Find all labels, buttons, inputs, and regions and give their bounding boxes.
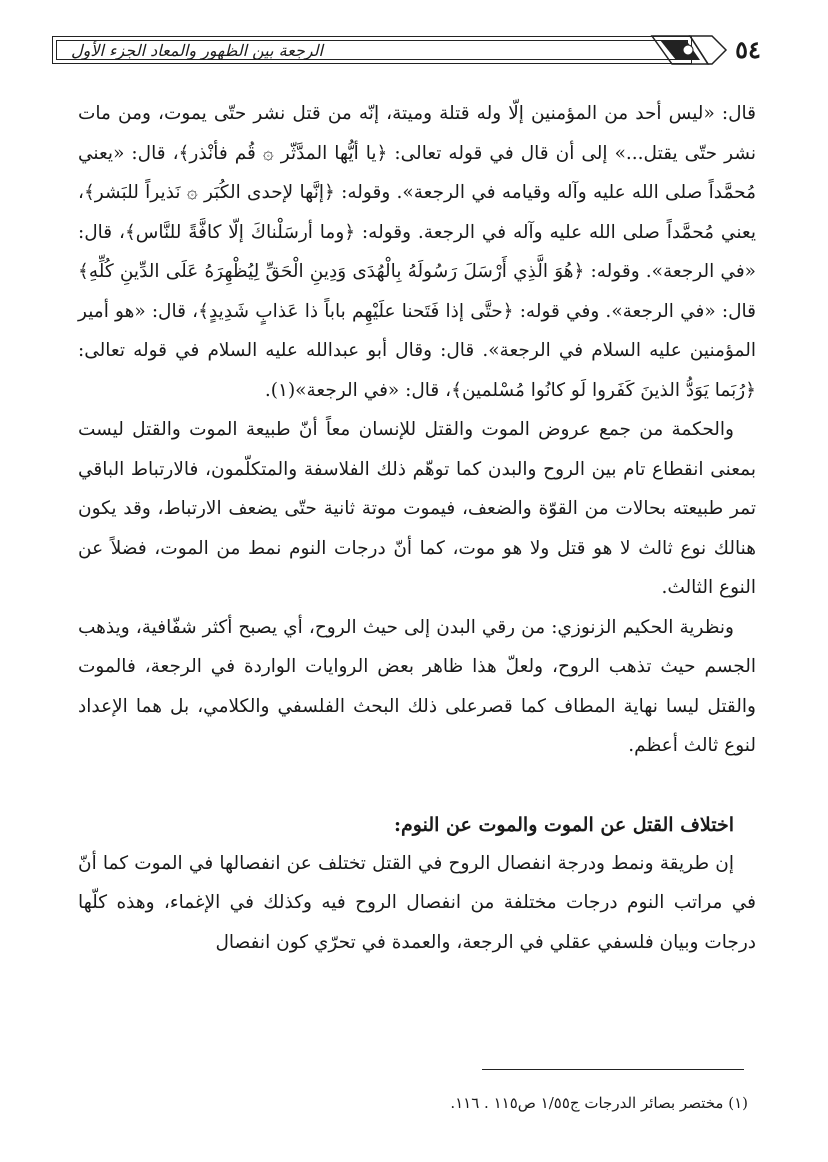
running-title-frame [52,36,692,64]
page-number: ٥٤ [735,35,761,64]
paragraph: قال: «ليس أحد من المؤمنين إلّا وله قتلة وميتة، إنّه من قتل نشر حتّى يموت، ومن مات نشر حتّى يقتل...» إلى أن قال في قوله تعالى: ﴿يا أيُّها المدَّثّر ۞ قُم فأنْذر﴾، قال: «يعني مُحمَّداً صلى الله عليه وآله وقيامه في الرجعة». وقوله: ﴿إنَّها لإحدى الكُبَر ۞ نَذيراً للبَشر﴾، يعني مُحمَّداً صلى الله عليه وآله في الرجعة. وقوله: ﴿وما أرسَلْناكَ إلّا كافَّةً للنَّاس﴾، قال: «في الرجعة». وقوله: ﴿هُوَ الَّذِي أَرْسَلَ رَسُولَهُ بِالْهُدَى وَدِينِ الْحَقِّ لِيُظْهِرَهُ عَلَى الدِّينِ كُلِّهِ﴾ قال: «في الرجعة». وفي قوله: ﴿حتَّى إذا فَتَحنا علَيْهِم باباً ذا عَذابٍ شَدِيدٍ﴾، قال: «هو أمير المؤمنين عليه السلام في الرجعة». قال: وقال أبو عبدالله عليه السلام في قوله تعالى: ﴿رُبَما يَوَدُّ الذينَ كَفَروا لَو كانُوا مُسْلمين﴾، قال: «في الرجعة»(١). [78,103,756,401]
paragraph: ونظرية الحكيم الزنوزي: من رقي البدن إلى حيث الروح، أي يصبح أكثر شفّافية، ويذهب الجسم حيث تذهب الروح، ولعلّ هذا ظاهر بعض الروايات الواردة في الرجعة، فالموت والقتل ليسا نهاية المطاف كما قصرعلى ذلك البحث الفلسفي والكلامي، بل هما الإعداد لنوع ثالث أعظم. [78,616,756,756]
paragraph: والحكمة من جمع عروض الموت والقتل للإنسان معاً أنّ طبيعة الموت والقتل ليست بمعنى انقطاع تام بين الروح والبدن كما توهّم ذلك الفلاسفة والمتكلّمون، فالارتباط الباقي تمر طبيعته بحالات من القوّة والضعف، فيموت موتة ثانية حتّى يضعف الارتباط، وقد يكون هنالك نوع ثالث لا هو قتل ولا هو موت، كما أنّ درجات النوم نمط من الموت، فضلاً عن النوع الثالث. [78,419,756,598]
paragraph: إن طريقة ونمط ودرجة انفصال الروح في القتل تختلف عن انفصالها في الموت كما أنّ في مراتب النوم درجات مختلفة من انفصال الروح فيه وكذلك في الإغماء، وهذه كلّها درجات وبيان فلسفي عقلي في الرجعة، والعمدة في تحرّي كون انفصال [78,852,756,953]
footnote-divider [482,1069,744,1070]
header-ornament-icon [650,30,730,70]
main-text [78,94,756,962]
footnote: (١) مختصر بصائر الدرجات ج١/٥٥ ص١١٥ . ١١٦. [450,1094,748,1112]
page-header [52,28,770,78]
section-heading: اختلاف القتل عن الموت والموت عن النوم: [394,813,734,836]
running-title: الرجعة بين الظهور والمعاد الجزء الأول [71,40,323,60]
